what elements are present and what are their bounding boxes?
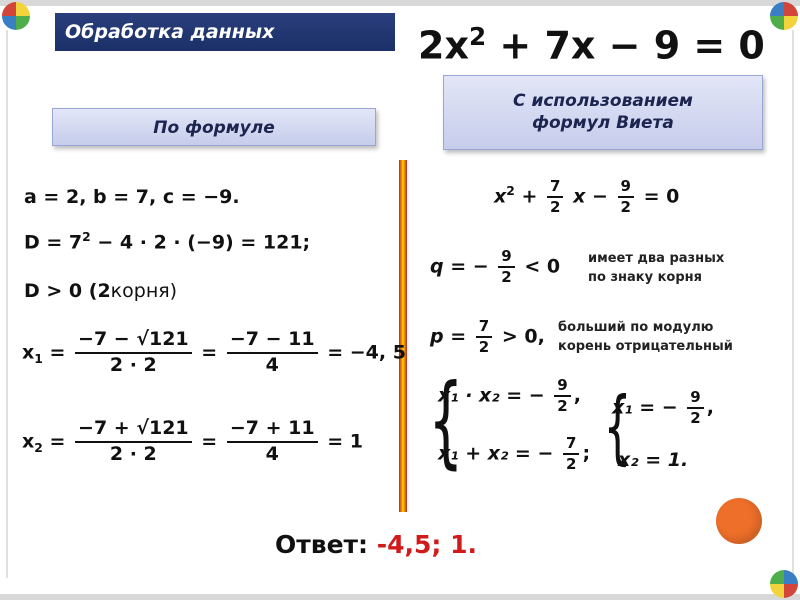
fraction-denominator: 2 [620, 197, 631, 216]
root-x2-line [22, 417, 363, 467]
fraction [563, 434, 579, 474]
system-tail: , [706, 396, 714, 419]
q-tail: < 0 [524, 255, 561, 278]
equals-sign: = [201, 430, 218, 453]
discriminant-positive-rest: корня) [110, 280, 178, 302]
answer-label: Ответ: [275, 530, 369, 559]
fraction-numerator: −7 + √121 [75, 417, 192, 443]
root-label: x [22, 430, 35, 453]
vieta-system-row [438, 376, 581, 416]
coefficients-line: a = 2, b = 7, c = −9. [24, 186, 240, 208]
fraction [75, 328, 192, 378]
fraction-denominator: 2 [557, 396, 568, 415]
q-lead: q = − [430, 255, 489, 278]
note-line: корень отрицательный [558, 339, 733, 354]
fraction-numerator: 9 [618, 177, 634, 198]
equals-sign: = [49, 341, 66, 364]
fraction-numerator: 9 [687, 388, 703, 409]
fraction-numerator: 9 [554, 376, 570, 397]
fraction-denominator: 2 [566, 454, 577, 473]
answer-value: -4,5; 1. [368, 530, 477, 559]
fraction-denominator: 2 [478, 337, 490, 356]
reduced-tail: = 0 [643, 185, 680, 208]
fraction-denominator: 2 [501, 267, 512, 286]
root-subscript: 2 [34, 441, 43, 456]
fraction-numerator: −7 − √121 [75, 328, 192, 354]
p-lead: p = [430, 325, 467, 348]
fraction [618, 177, 634, 217]
vieta-system-row [438, 434, 590, 474]
main-equation [418, 14, 765, 69]
reduced-lead: x [494, 185, 507, 208]
equation-power: 2 [468, 22, 487, 51]
fraction-denominator: 4 [265, 353, 279, 376]
discriminant-line [24, 230, 310, 253]
left-border-line [6, 30, 8, 578]
answer-line [275, 530, 477, 559]
method-formula-heading: По формуле [52, 108, 376, 146]
fraction-denominator: 2 · 2 [109, 353, 157, 376]
fraction [498, 247, 514, 287]
discriminant-lead: D = 7 [24, 231, 83, 254]
decorative-ball-icon [770, 2, 798, 30]
fraction-denominator: 4 [265, 442, 279, 465]
note-line: имеет два разных [588, 251, 725, 266]
reduced-equation [494, 177, 679, 217]
q-line [430, 247, 560, 287]
equals-sign: = [201, 341, 218, 364]
method-vieta-heading [443, 75, 763, 150]
fraction-numerator: 9 [498, 247, 514, 268]
system-brace: { [603, 380, 632, 473]
fraction [554, 376, 570, 416]
system-lead: x₁ = − [612, 396, 678, 419]
fraction [476, 317, 492, 357]
orange-circle-icon [716, 498, 762, 544]
fraction-numerator: 7 [547, 177, 563, 198]
p-note [558, 318, 733, 356]
reduced-power: 2 [506, 183, 515, 198]
fraction-numerator: −7 + 11 [227, 417, 318, 443]
fraction-numerator: −7 − 11 [227, 328, 318, 354]
system-lead: x₁ · x₂ = − [438, 384, 545, 407]
system-brace: { [428, 362, 464, 479]
discriminant-positive-lead: D > 0 (2 [24, 280, 111, 302]
equation-lead: 2x [418, 23, 469, 68]
note-line: по знаку корня [588, 270, 702, 285]
roots-system-row [618, 449, 688, 471]
discriminant-power: 2 [82, 230, 91, 244]
p-tail: > 0, [501, 325, 545, 348]
system-lead: x₁ + x₂ = − [438, 442, 554, 465]
p-line [430, 317, 545, 357]
decorative-ball-icon [2, 2, 30, 30]
fraction-numerator: 7 [476, 317, 492, 338]
vieta-heading-line: С использованием [513, 91, 693, 111]
fraction-denominator: 2 · 2 [109, 442, 157, 465]
system-tail: , [573, 384, 581, 407]
root-value: = 1 [327, 430, 363, 453]
discriminant-positive-line [24, 280, 177, 302]
equation-rest: + 7x − 9 = 0 [486, 23, 765, 68]
fraction [75, 417, 192, 467]
fraction-denominator: 2 [690, 408, 701, 427]
slide-title: Обработка данных [55, 13, 395, 51]
decorative-ball-icon [770, 570, 798, 598]
note-line: больший по модулю [558, 320, 714, 335]
system-tail: ; [582, 442, 591, 465]
reduced-x-term: x − [573, 185, 608, 208]
discriminant-rest: − 4 · 2 · (−9) = 121; [90, 231, 311, 254]
right-border-line [792, 30, 794, 578]
equals-sign: = [49, 430, 66, 453]
q-note [588, 249, 724, 287]
fraction [687, 388, 703, 428]
root-x1-line [22, 328, 406, 378]
vieta-heading-line: формул Виета [532, 113, 674, 133]
root-subscript: 1 [34, 352, 43, 367]
root-value: = −4, 5 [327, 341, 406, 364]
roots-system-row [612, 388, 714, 428]
fraction [227, 328, 318, 378]
fraction-denominator: 2 [550, 197, 561, 216]
fraction-numerator: 7 [563, 434, 579, 455]
root-label: x [22, 341, 35, 364]
plus-sign: + [521, 185, 538, 208]
fraction [227, 417, 318, 467]
system-lead: x₂ = 1. [618, 449, 689, 471]
fraction [547, 177, 563, 217]
